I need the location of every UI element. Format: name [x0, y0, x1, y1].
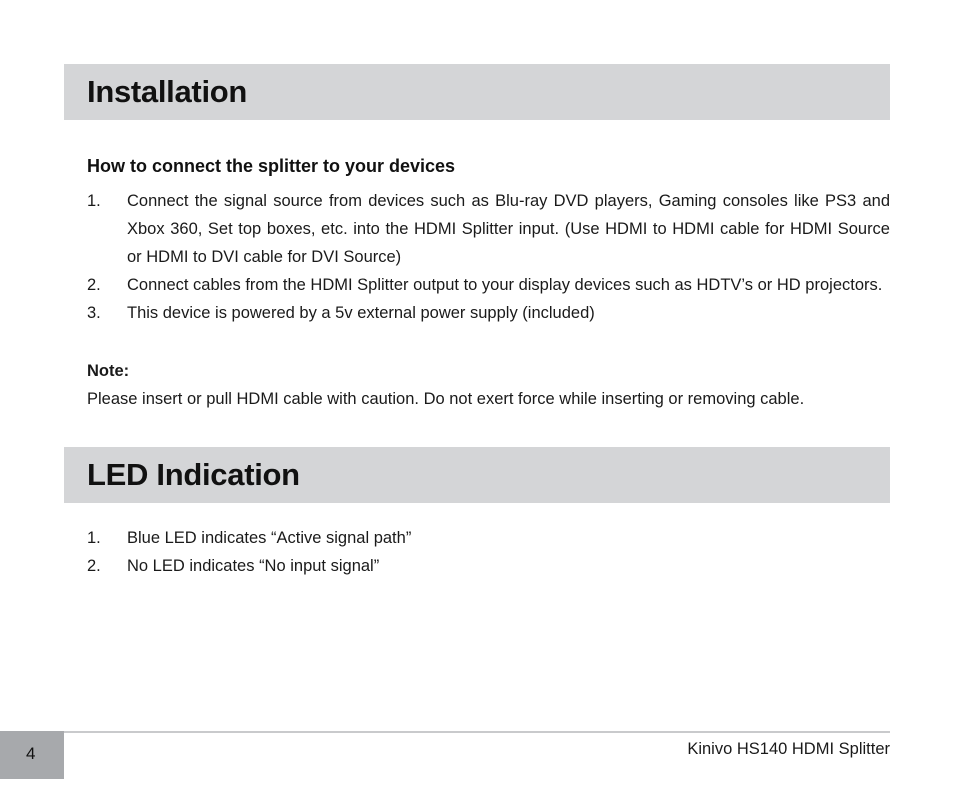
step-number: 3. [87, 304, 101, 322]
list-item [87, 524, 890, 552]
note-text: Please insert or pull HDMI cable with caution. Do not exert force while inserting or removing cable. [87, 390, 805, 408]
led-heading: LED Indication [87, 457, 300, 492]
led-items-list [87, 524, 890, 580]
connect-subheading: How to connect the splitter to your devices [87, 156, 456, 176]
step-text: Connect the signal source from devices such as Blu-ray DVD players, Gaming consoles like PS3 and Xbox 360, Set top boxes, etc. into the HDMI Splitter input. (Use HDMI to HDMI cable for HDMI Source or HDMI to DVI cable for DVI Source) [127, 192, 890, 266]
installation-header-bar [64, 64, 890, 120]
footer-title: Kinivo HS140 HDMI Splitter [687, 740, 890, 758]
step-number: 1. [87, 192, 101, 210]
list-item [87, 552, 890, 580]
list-item [87, 271, 890, 299]
step-text: This device is powered by a 5v external power supply (included) [127, 304, 595, 322]
footer-divider [64, 731, 890, 733]
led-header-bar [64, 447, 890, 503]
page-number: 4 [26, 744, 36, 763]
step-number: 2. [87, 276, 101, 294]
item-text: No LED indicates “No input signal” [127, 557, 380, 575]
item-number: 2. [87, 557, 101, 575]
note-label: Note: [87, 362, 130, 380]
item-text: Blue LED indicates “Active signal path” [127, 529, 412, 547]
installation-steps-list [87, 187, 890, 327]
list-item [87, 187, 890, 271]
list-item [87, 299, 890, 327]
step-text: Connect cables from the HDMI Splitter output to your display devices such as HDTV’s or HD projectors. [127, 276, 883, 294]
page-number-box [0, 731, 64, 779]
item-number: 1. [87, 529, 101, 547]
installation-heading: Installation [87, 74, 248, 109]
